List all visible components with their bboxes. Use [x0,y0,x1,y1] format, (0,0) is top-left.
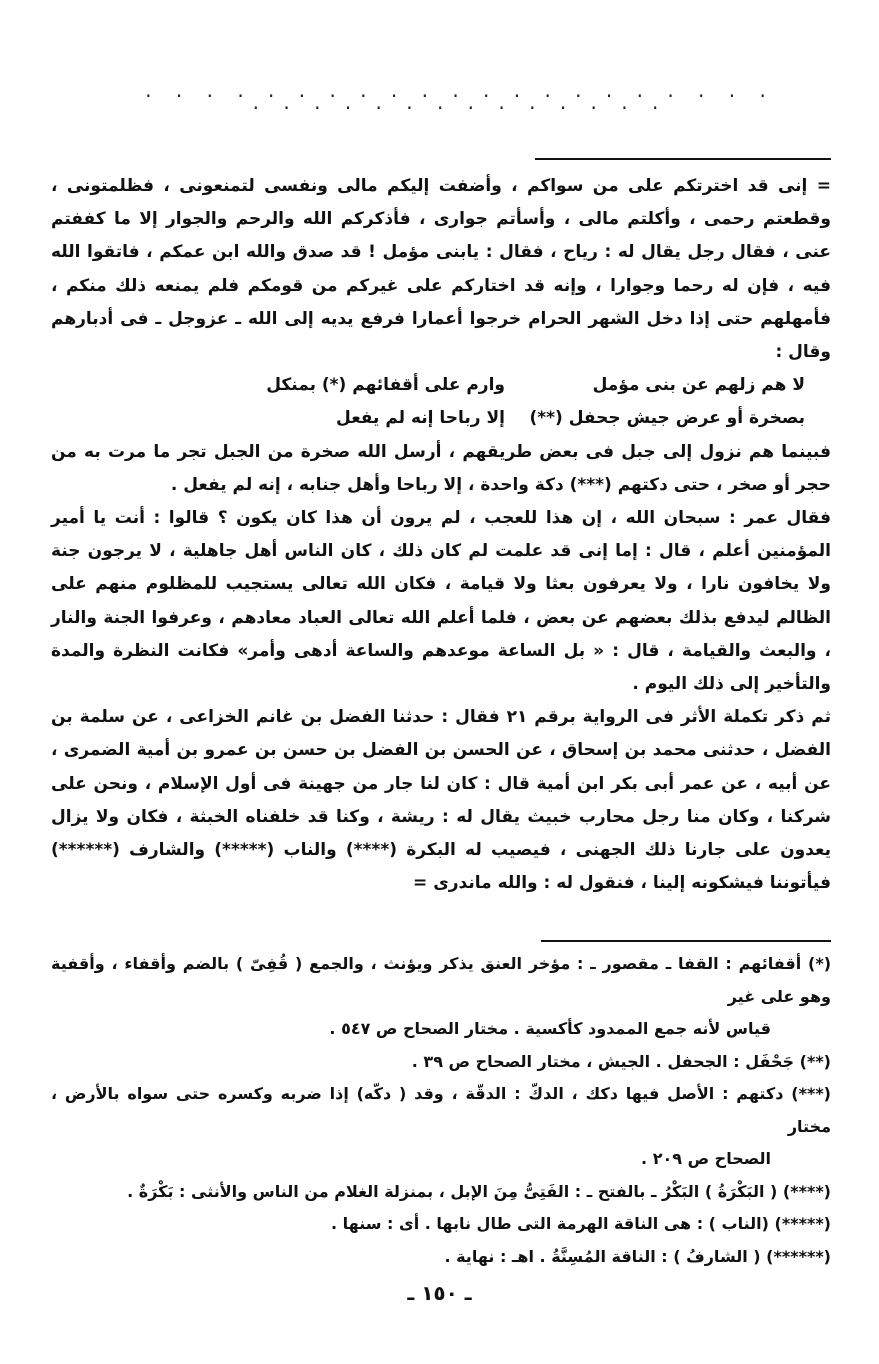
footnote-3: (***) دكتهم : الأصل فيها دكك ، الدكّ : الدقّة ، وقد ( دكّه) إذا ضربه وكسره حتى سواه بالأرض ، مختار [51,1084,831,1136]
paragraph-4: ثم ذكر تكملة الأثر فى الرواية برقم ٢١ فقال : حدثنا الفضل بن غانم الخزاعى ، عن سلمة بن الفضل ، حدثنى محمد بن إسحاق ، عن الحسن بن الفضل بن حسن بن عمرو بن أمية الضمرى ، عن أبيه ، عن عمر أبى بكر ابن أمية قال : كان لنا جار من جهينة فى أول الإسلام ، ونحن على شركنا ، وكان منا رجل محارب خبيث يقال له : ريشة ، وكنا قد خلفناه الخبثة ، فكان ولا يزال يعدون على جارنا ذلك الجهنى ، فيصيب له البكرة (****) والناب (*****) والشارف (******) فيأتوننا فيشكونه إلينا ، فنقول له : والله ماندرى = [51,707,831,894]
footnote-4: (****) ( البَكْرَةُ ) البَكْرُ ـ بالفتح ـ : الفَتِىُّ مِنَ الإبل ، بمنزلة الغلام من الناس والأنثى : بَكْرَةٌ . [127,1181,831,1201]
verse-2-first-hemistich: بصخرة أو عرض جيش جحفل (**) [529,408,805,429]
footnotes [51,948,831,1273]
verse-2-second-hemistich: إلا رباحا إنه لم يفعل [336,408,505,429]
paragraph-1: = إنى قد اخترتكم على من سواكم ، وأضفت إليكم مالى ونفسى لتمنعونى ، فظلمتونى ، وقطعتم رحمى ، وأكلتم مالى ، وأسأتم جوارى ، فأذكركم الله والرحم والجوار إلا ما كففتم عنى ، فقال رجل يقال له : رياح ، فقال : يابنى مؤمل ! قد صدق والله ابن عمكم ، فاتقوا الله فيه ، فإن له رحما وجوارا ، وإنه قد اختاركم على غيركم من قومكم فلم يمنعه ذلك منكم ، فأمهلهم حتى إذا دخل الشهر الحرام خرجوا أعمارا فرفع يديه إلى الله ـ عزوجل ـ فى أدبارهم وقال : [51,176,831,363]
footnote-3-continued: الصحاح ص ٢٠٩ . [641,1149,771,1168]
header-dotted-line: . . . . . . . . . . . . . . . . . . . . . . . . . . . . . . . . . . . [145,78,775,114]
paragraph-3: فقال عمر : سبحان الله ، إن هذا للعجب ، لم يرون أن هذا كان يكون ؟ قالوا : أنت يا أمير المؤمنين أعلم ، قال : إما إنى قد علمت لم كان ذلك ، كان الناس أهل جاهلية ، لا يرجون جنة ولا يخافون نارا ، ولا يعرفون بعثا ولا قيامة ، فكان الله تعالى يستجيب للمظلوم منهم على الظالم ليدفع بذلك بعضهم عن بعض ، فلما أعلم الله تعالى العباد معادهم ، وعرفوا الجنة والنار ، والبعث والقيامة ، قال : « بل الساعة موعدهم والساعة أدهى وأمر» فكانت النظرة والمدة والتأخير إلى ذلك اليوم . [51,508,831,695]
footnote-5: (*****) (الناب ) : هى الناقة الهرمة التى طال نابها . أى : سنها . [331,1214,831,1233]
footnote-6: (******) ( الشارفُ ) : الناقة المُسِنَّةُ . اهـ : نهاية . [444,1246,831,1266]
footnotes-separator-rule [541,940,831,942]
paragraph-2: فبينما هم نزول إلى جبل فى بعض طريقهم ، أرسل الله صخرة من الجبل تجر ما مرت به من حجر أو صخر ، حتى دكتهم (***) دكة واحدة ، إلا رباحا وأهل جنابه ، إنه لم يفعل . [51,441,831,495]
verse-line-1 [51,369,831,402]
main-text [51,170,831,900]
footnote-1-continued: قياس لأنه جمع الممدود كأكسية . مختار الصحاح ص ٥٤٧ . [329,1019,771,1038]
verse-1-second-hemistich: وارم على أقفائهم (*) بمنكل [266,375,505,396]
verse-1-first-hemistich: لا هم زلهم عن بنى مؤمل [592,375,805,396]
verse-line-2 [51,402,831,435]
footnote-2: (**) جَحْفَل : الجحفل . الجيش ، مختار الصحاح ص ٣٩ . [411,1051,831,1071]
top-separator-rule [535,158,831,160]
footnote-1: (*) أقفائهم : القفا ـ مقصور ـ : مؤخر العنق يذكر ويؤنث ، والجمع ( قُفِىّ ) بالضم وأقفاء ، وأقفية وهو على غير [51,954,831,1006]
page-number: ـ ١٥٠ ـ [407,1281,472,1305]
